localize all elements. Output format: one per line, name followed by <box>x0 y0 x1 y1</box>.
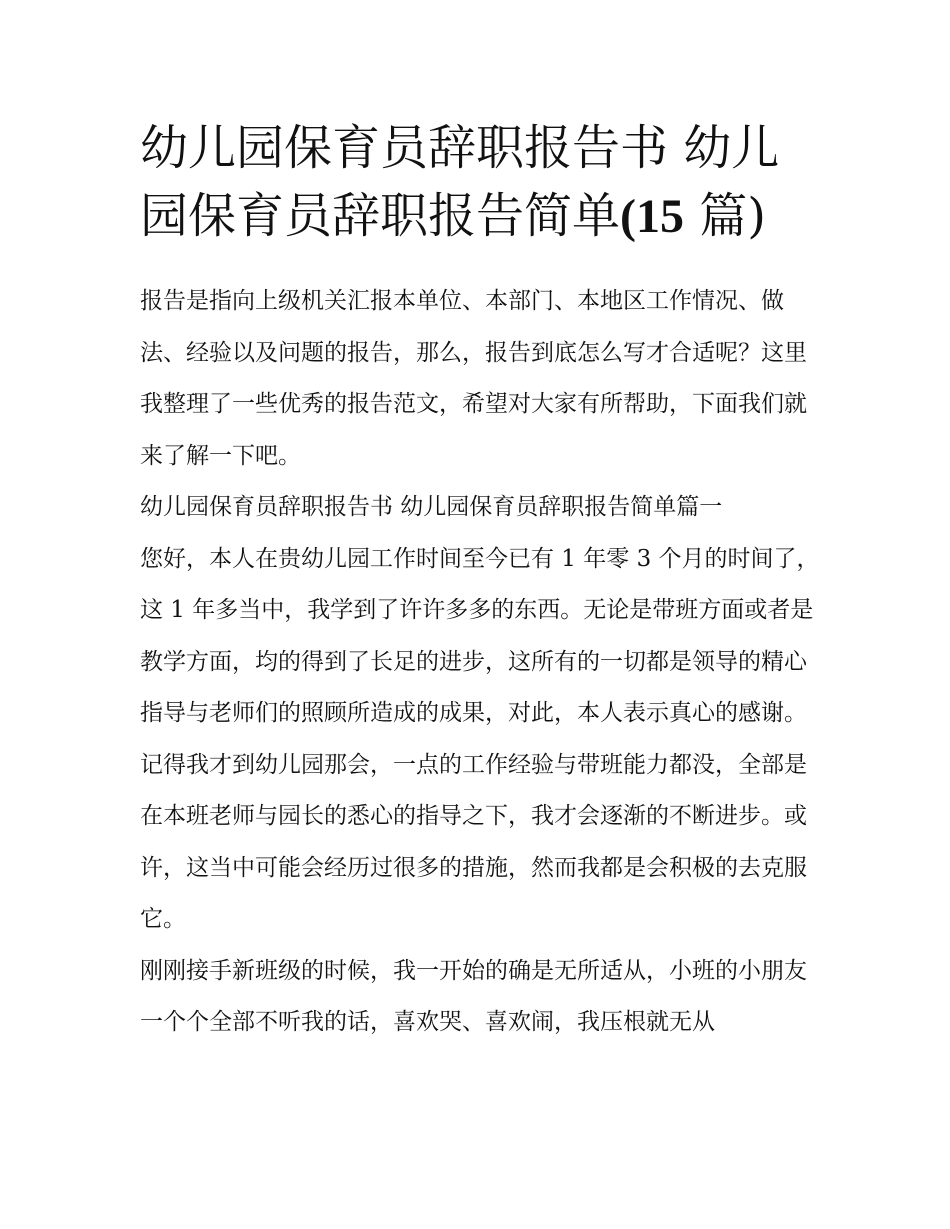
section-heading: 幼儿园保育员辞职报告书 幼儿园保育员辞职报告简单篇一 <box>140 494 723 520</box>
intro-paragraph: 报告是指向上级机关汇报本单位、本部门、本地区工作情况、做法、经验以及问题的报告，那么，报告到底怎么写才合适呢？这里我整理了一些优秀的报告范文，希望对大家有所帮助，下面我们就来了解一下吧。 <box>140 288 807 469</box>
document-body <box>140 276 820 1049</box>
body-paragraph: 记得我才到幼儿园那会，一点的工作经验与带班能力都没，全部是在本班老师与园长的悉心的指导之下，我才会逐渐的不断进步。或许，这当中可能会经历过很多的措施，然而我都是会积极的去克服它。 <box>140 751 807 932</box>
body-paragraph: 刚刚接手新班级的时候，我一开始的确是无所适从，小班的小朋友一个个全部不听我的话，喜欢哭、喜欢闹，我压根就无从 <box>140 957 807 1035</box>
document-title <box>140 114 820 251</box>
body-paragraph: 您好，本人在贵幼儿园工作时间至今已有 1 年零 3 个月的时间了，这 1 年多当中，我学到了许许多多的东西。无论是带班方面或者是教学方面，均的得到了长足的进步，这所有的一切都是领导的精心指导与老师们的照顾所造成的成果，对此，本人表示真心的感谢。 <box>140 545 820 726</box>
title-main-text: 幼儿园保育员辞职报告书 幼儿园保育员辞职报告简单 <box>140 120 780 244</box>
title-unit-text: 篇) <box>684 188 766 244</box>
title-count-text: (15 <box>620 190 684 243</box>
